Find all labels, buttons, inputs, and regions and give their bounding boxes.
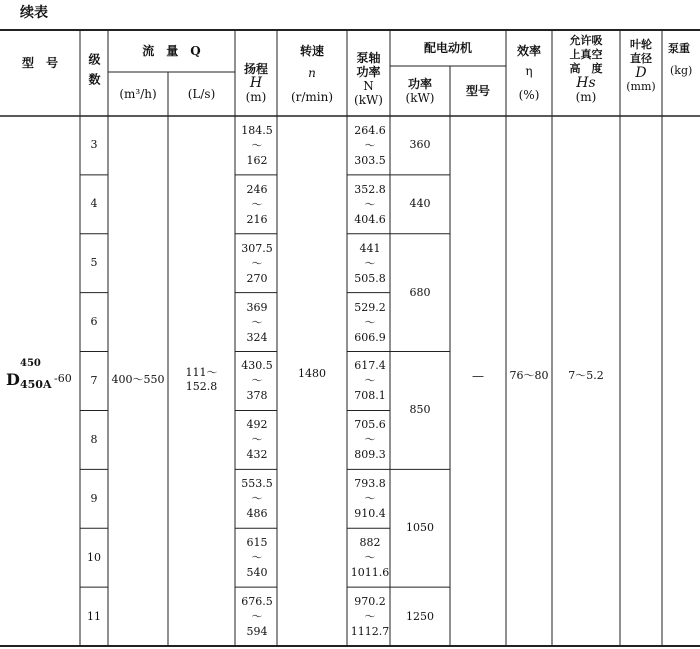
header-head-label: 扬程 <box>243 62 268 76</box>
header-impeller-b: 直径 <box>630 52 652 65</box>
head-range <box>240 234 274 293</box>
header-efficiency-label: 效率 <box>516 44 541 58</box>
head-range <box>240 528 274 587</box>
header-speed-unit: (r/min) <box>290 90 334 104</box>
header-model: 型 号 <box>21 56 58 70</box>
power-high: 970.2 <box>354 595 386 609</box>
header-weight <box>662 30 700 116</box>
header-stages-text: 级数 <box>87 53 101 93</box>
efficiency-value: 76～80 <box>509 369 549 382</box>
motor-power-value: 680 <box>409 285 431 299</box>
header-head <box>235 30 277 116</box>
head-range <box>240 175 274 234</box>
head-high: 676.5 <box>241 595 273 609</box>
shaft-power-range <box>350 587 390 646</box>
power-low: 1112.7 <box>350 625 390 639</box>
head-low: 432 <box>246 448 268 462</box>
head-low: 216 <box>246 212 268 226</box>
head-range <box>240 293 274 352</box>
header-shaft-label-a: 泵轴 <box>356 51 381 65</box>
header-flow-m3h: (m³/h) <box>119 87 157 101</box>
header-weight-unit: (kg) <box>670 64 693 77</box>
stage-number: 3 <box>90 138 98 152</box>
stage-number: 9 <box>90 491 98 505</box>
head-range <box>240 469 274 528</box>
power-high: 705.6 <box>354 418 386 432</box>
stage-number: 11 <box>87 609 101 623</box>
range-tilde: ～ <box>364 138 376 152</box>
range-tilde: ～ <box>251 256 263 270</box>
model-subscript: 450A <box>20 378 52 391</box>
motor-model-value: — <box>472 369 484 383</box>
model-suffix: -60 <box>54 372 72 385</box>
power-low: 708.1 <box>354 389 386 403</box>
header-efficiency-unit: (%) <box>518 88 540 102</box>
shaft-power-range <box>350 469 390 528</box>
header-stages <box>80 30 108 116</box>
header-shaft-symbol: N <box>363 79 374 93</box>
head-high: 369 <box>246 300 268 314</box>
head-low: 486 <box>246 507 268 521</box>
header-motor-power <box>390 66 450 116</box>
power-high: 882 <box>359 536 381 550</box>
stage-number: 10 <box>87 550 101 564</box>
power-low: 404.6 <box>354 212 386 226</box>
shaft-power-range <box>350 410 390 469</box>
power-high: 264.6 <box>354 123 386 137</box>
model-superscript: 450 <box>20 358 41 369</box>
head-range <box>240 587 274 646</box>
range-tilde: ～ <box>251 433 263 447</box>
power-low: 910.4 <box>354 507 386 521</box>
range-tilde: ～ <box>251 492 263 506</box>
head-high: 553.5 <box>241 477 273 491</box>
head-high: 307.5 <box>241 241 273 255</box>
range-tilde: ～ <box>364 433 376 447</box>
stage-number: 8 <box>90 432 98 446</box>
head-low: 378 <box>246 389 268 403</box>
flow-ls-value-a: 111～ <box>185 366 218 379</box>
header-speed-label: 转速 <box>299 44 324 58</box>
motor-power-value: 440 <box>409 197 431 211</box>
head-high: 184.5 <box>241 123 273 137</box>
header-suction-b: 上真空 <box>569 48 603 61</box>
header-flow-ls: (L/s) <box>187 87 216 101</box>
flow-ls-value <box>168 362 235 398</box>
range-tilde: ～ <box>251 551 263 565</box>
power-high: 352.8 <box>354 182 386 196</box>
head-low: 270 <box>246 271 268 285</box>
head-range <box>240 410 274 469</box>
header-impeller-unit: (mm) <box>626 80 656 93</box>
stage-number: 7 <box>90 373 98 387</box>
power-high: 793.8 <box>354 477 386 491</box>
power-high: 441 <box>359 241 381 255</box>
head-low: 594 <box>246 625 268 639</box>
range-tilde: ～ <box>364 315 376 329</box>
head-high: 430.5 <box>241 359 273 373</box>
header-speed <box>277 30 347 116</box>
header-weight-label: 泵重 <box>668 42 690 55</box>
range-tilde: ～ <box>251 138 263 152</box>
head-range <box>240 352 274 411</box>
power-low: 303.5 <box>354 153 386 167</box>
header-motor-power-label: 功率 <box>407 77 432 91</box>
shaft-power-range <box>350 234 390 293</box>
header-suction <box>552 30 620 116</box>
header-head-unit: (m) <box>245 90 267 104</box>
power-low: 1011.6 <box>350 566 390 580</box>
header-suction-a: 允许吸 <box>569 34 603 47</box>
range-tilde: ～ <box>251 197 263 211</box>
header-efficiency-symbol: η <box>525 64 533 78</box>
pump-model <box>6 358 84 394</box>
range-tilde: ～ <box>251 610 263 624</box>
head-high: 246 <box>246 182 268 196</box>
stage-number: 5 <box>90 256 98 270</box>
header-shaft-unit: (kW) <box>354 93 383 107</box>
motor-power-value: 850 <box>409 403 431 417</box>
power-low: 606.9 <box>354 330 386 344</box>
head-low: 162 <box>246 153 268 167</box>
header-impeller-symbol: D <box>635 65 647 81</box>
head-high: 615 <box>246 536 268 550</box>
shaft-power-range <box>350 116 390 175</box>
range-tilde: ～ <box>251 315 263 329</box>
flow-ls-value-b: 152.8 <box>185 380 218 393</box>
range-tilde: ～ <box>364 197 376 211</box>
head-high: 492 <box>246 418 268 432</box>
header-suction-symbol: Hs <box>576 75 596 91</box>
motor-power-value: 360 <box>409 138 431 152</box>
header-suction-c: 高 度 <box>569 62 603 75</box>
power-high: 617.4 <box>354 359 386 373</box>
header-flow: 流 量 Q <box>142 44 201 58</box>
shaft-power-range <box>350 528 390 587</box>
range-tilde: ～ <box>364 610 376 624</box>
power-low: 809.3 <box>354 448 386 462</box>
model-letter: D <box>6 370 20 389</box>
speed-value: 1480 <box>298 367 326 380</box>
stage-number: 6 <box>90 315 98 329</box>
header-impeller <box>620 30 662 116</box>
shaft-power-range <box>350 352 390 411</box>
head-range <box>240 116 274 175</box>
range-tilde: ～ <box>251 374 263 388</box>
power-high: 529.2 <box>354 300 386 314</box>
header-speed-symbol: n <box>308 66 316 80</box>
header-motor-model: 型号 <box>465 84 490 98</box>
motor-power-value: 1050 <box>406 521 434 535</box>
head-low: 324 <box>246 330 268 344</box>
range-tilde: ～ <box>364 492 376 506</box>
flow-m3h-value: 400～550 <box>111 373 165 386</box>
header-motor-power-unit: (kW) <box>405 91 435 105</box>
header-efficiency <box>506 30 552 116</box>
shaft-power-range <box>350 175 390 234</box>
range-tilde: ～ <box>364 551 376 565</box>
header-suction-unit: (m) <box>575 90 597 104</box>
header-impeller-a: 叶轮 <box>630 38 652 51</box>
header-shaft-label-b: 功率 <box>356 65 381 79</box>
head-low: 540 <box>246 566 268 580</box>
stage-number: 4 <box>90 197 98 211</box>
motor-power-value: 1250 <box>406 609 434 623</box>
range-tilde: ～ <box>364 374 376 388</box>
range-tilde: ～ <box>364 256 376 270</box>
power-low: 505.8 <box>354 271 386 285</box>
table-caption: 续表 <box>20 5 48 21</box>
header-head-symbol: H <box>249 75 263 91</box>
shaft-power-range <box>350 293 390 352</box>
header-motor: 配电动机 <box>423 41 472 55</box>
suction-value: 7～5.2 <box>568 369 604 382</box>
header-shaft-power <box>347 30 390 116</box>
